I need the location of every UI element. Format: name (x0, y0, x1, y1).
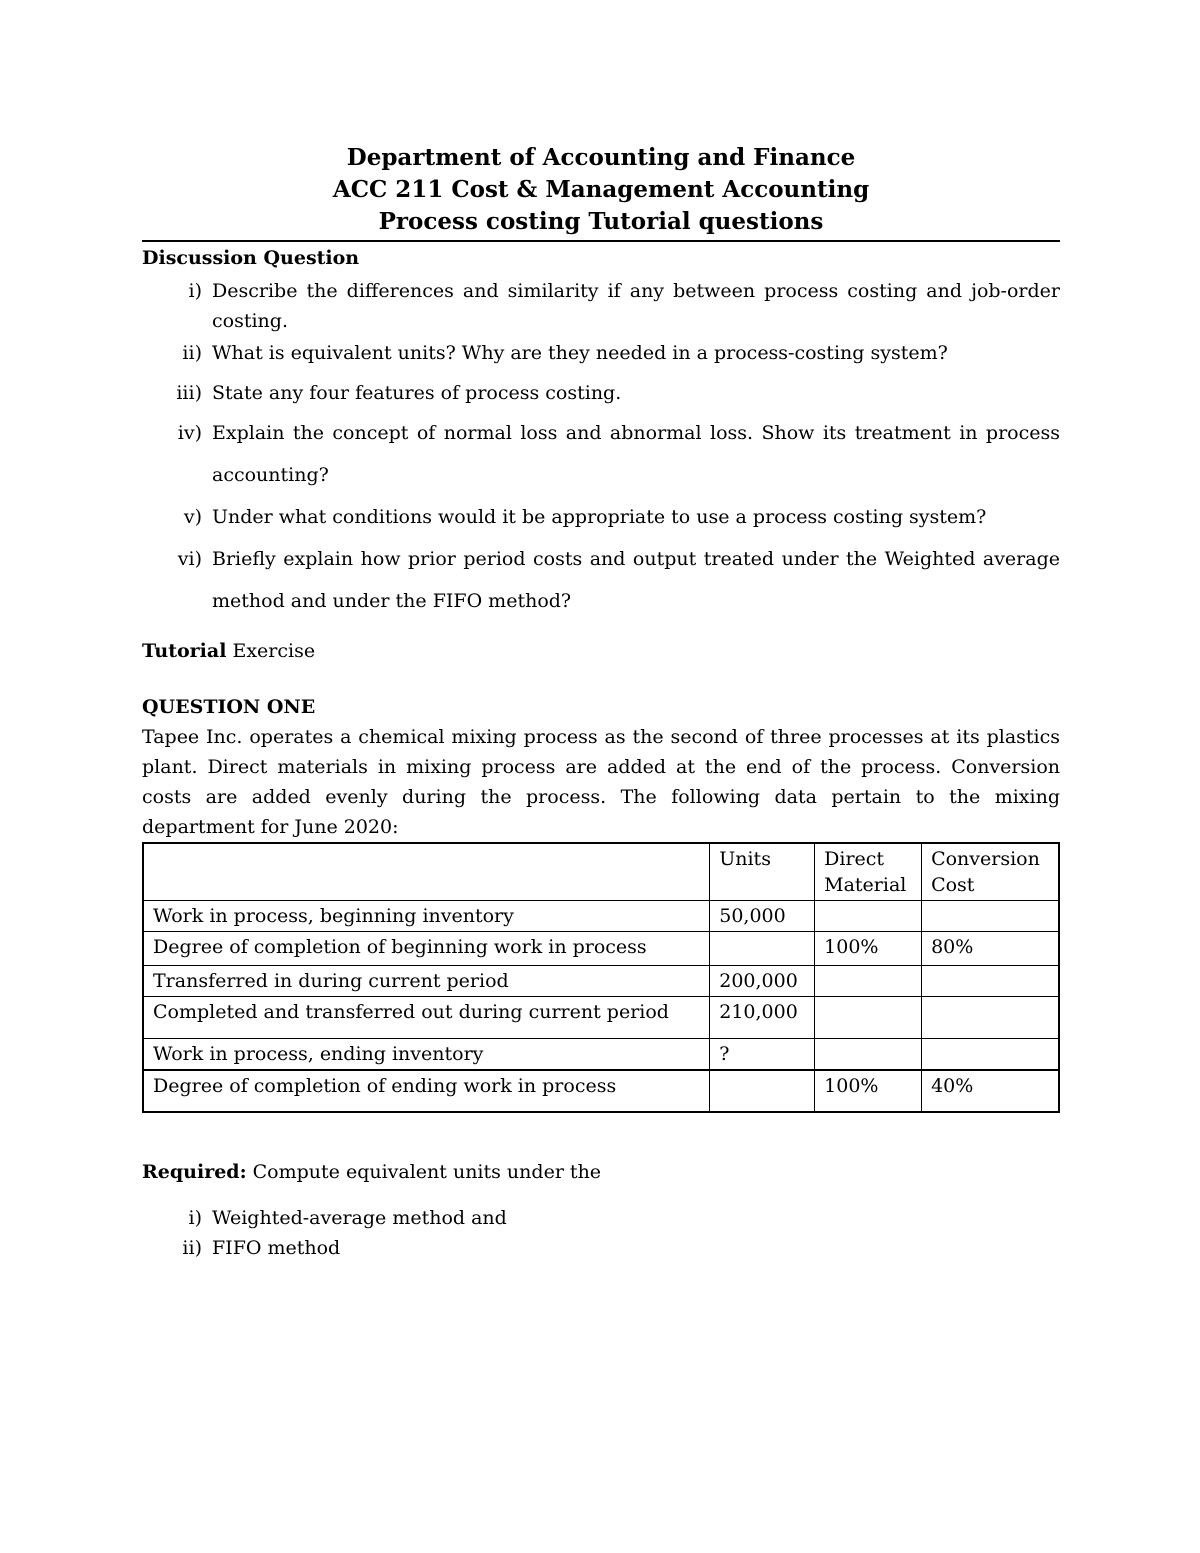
item-number: ii) (182, 342, 202, 364)
item-number: i) (188, 1207, 202, 1229)
required-text: Compute equivalent units under the (246, 1161, 602, 1183)
table-header-cell (143, 843, 710, 901)
table-cell: Completed and transferred out during current period (143, 997, 710, 1039)
table-cell: 40% (922, 1070, 1059, 1112)
item-number: ii) (182, 1237, 202, 1259)
question-one-heading: QUESTION ONE (142, 696, 316, 718)
table-row (143, 1039, 1059, 1071)
item-number: v) (183, 506, 202, 528)
table-cell: 80% (922, 932, 1059, 966)
table-cell: 100% (815, 1070, 922, 1112)
table-cell (815, 997, 922, 1039)
list-item (142, 378, 1060, 408)
table-cell: Transferred in during current period (143, 966, 710, 997)
discussion-list (142, 276, 1060, 622)
table-header-cell: Units (710, 843, 815, 901)
discussion-heading: Discussion Question (142, 247, 360, 269)
document-page (142, 142, 1060, 1263)
item-text: Under what conditions would it be appropriate to use a process costing system? (212, 506, 987, 528)
header-rule (142, 240, 1060, 242)
item-text: State any four features of process costing. (212, 382, 622, 404)
tutorial-heading-bold: Tutorial (142, 640, 227, 662)
table-row (143, 966, 1059, 997)
table-cell (922, 966, 1059, 997)
table-header-row (143, 843, 1059, 901)
table-row (143, 901, 1059, 932)
list-item (142, 1233, 1060, 1263)
table-cell: Degree of completion of beginning work in process (143, 932, 710, 966)
item-text: Describe the differences and similarity if any between process costing and job-order costing. (212, 280, 1060, 332)
table-cell (710, 932, 815, 966)
item-text: Explain the concept of normal loss and abnormal loss. Show its treatment in process accounting? (212, 422, 1060, 486)
table-cell: Degree of completion of ending work in process (143, 1070, 710, 1112)
table-cell (815, 966, 922, 997)
item-text: What is equivalent units? Why are they needed in a process-costing system? (212, 342, 948, 364)
process-data-table (142, 842, 1060, 1113)
list-item (142, 412, 1060, 496)
list-item (142, 276, 1060, 336)
table-cell (815, 901, 922, 932)
item-number: vi) (177, 548, 202, 570)
tutorial-title: Process costing Tutorial questions (378, 208, 824, 235)
table-cell: ? (710, 1039, 815, 1071)
table-row (143, 932, 1059, 966)
table-cell (922, 997, 1059, 1039)
table-header-cell: Conversion Cost (922, 843, 1059, 901)
tutorial-heading (142, 636, 1060, 666)
table-cell: Work in process, ending inventory (143, 1039, 710, 1071)
table-cell: 100% (815, 932, 922, 966)
list-item (142, 538, 1060, 622)
item-text: Briefly explain how prior period costs and output treated under the Weighted average method and under the FIFO method? (212, 548, 1060, 612)
item-text: Weighted-average method and (212, 1207, 507, 1229)
table-cell: 210,000 (710, 997, 815, 1039)
document-header (142, 142, 1060, 238)
table-row (143, 1070, 1059, 1112)
item-text: FIFO method (212, 1237, 341, 1259)
department-title: Department of Accounting and Finance (346, 144, 856, 171)
list-item (142, 1203, 1060, 1233)
list-item (142, 496, 1060, 538)
table-cell (815, 1039, 922, 1071)
table-cell: 200,000 (710, 966, 815, 997)
question-one-paragraph: Tapee Inc. operates a chemical mixing process as the second of three processes at its plastics plant. Direct materials in mixing process are added at the end of the process. Conversion costs are added evenly during the process. The following data pertain to the mixing department for June 2020: (142, 726, 1060, 838)
table-row (143, 997, 1059, 1039)
required-list (142, 1203, 1060, 1263)
tutorial-heading-rest: Exercise (226, 640, 316, 662)
table-cell: Work in process, beginning inventory (143, 901, 710, 932)
list-item (142, 338, 1060, 368)
table-cell (710, 1070, 815, 1112)
item-number: i) (188, 280, 202, 302)
required-line (142, 1157, 1060, 1187)
table-cell (922, 1039, 1059, 1071)
required-label: Required: (142, 1161, 247, 1183)
table-cell (922, 901, 1059, 932)
item-number: iii) (176, 382, 202, 404)
item-number: iv) (177, 422, 202, 444)
table-header-cell: Direct Material (815, 843, 922, 901)
course-title: ACC 211 Cost & Management Accounting (332, 176, 870, 203)
table-cell: 50,000 (710, 901, 815, 932)
